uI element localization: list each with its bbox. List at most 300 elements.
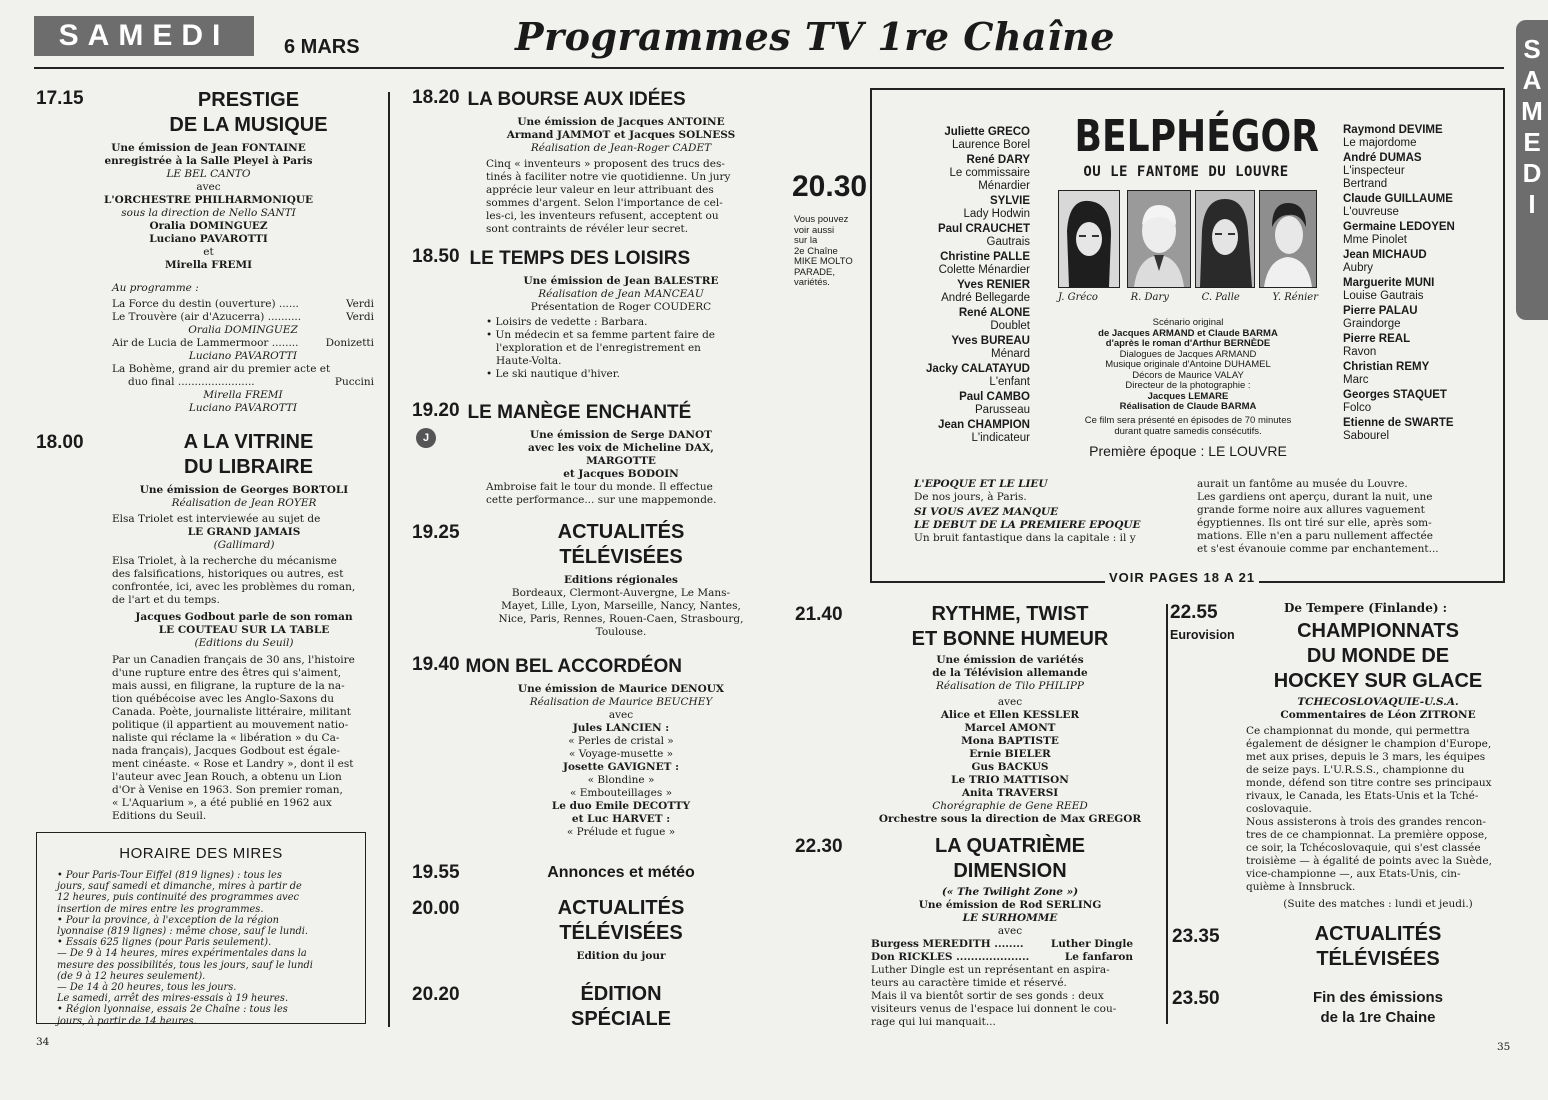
program-title-line: DE LA MUSIQUE [169,114,328,136]
program-title-line: HOCKEY SUR GLACE [1273,670,1483,692]
side-tab [1516,20,1548,320]
cast-entry: Don RICKLES .................... [871,951,1030,963]
body-text: « L'Aquarium », a été publié en 1962 aux [112,797,332,809]
body-text: Cinq « inventeurs » proposent des trucs des- [486,158,725,170]
credit-line: Orchestre sous la direction de Max GREGOR [878,813,1142,825]
body-text: • Loisirs de vedette : Barbara. [486,316,648,328]
program-1800 [36,430,381,823]
page-title: Programmes TV 1re Chaîne [515,14,1115,59]
actor-name: Raymond DEVIME [1343,124,1443,136]
composer: Verdi [346,298,374,310]
episode-note-line: durant quatre samedis consécutifs. [1114,425,1262,437]
actor-name: René DARY [966,154,1030,166]
side-tab-letter: S [1523,34,1541,64]
program-2230 [795,834,1155,1029]
program-time: 19.55 [412,862,460,883]
credit-line: Une émission de Jacques ANTOINE [517,116,725,128]
program-1925 [412,520,756,639]
body-text: Elsa Triolet, à la recherche du mécanisme [112,555,337,567]
body-text: de l'art et du temps. [112,594,220,606]
role-name: Ménardier [978,180,1030,192]
program-title [1244,988,1512,1028]
photo-renier [1259,190,1317,288]
body-text: teurs au caractère timide et réservé. [871,977,1067,989]
role-name: L'ouvreuse [1343,206,1399,218]
role-name: Laurence Borel [952,139,1030,151]
body-text: naliste qui réclame la « libération » du Ca- [112,732,340,744]
mires-line: • Pour Paris-Tour Eiffel (819 lignes) : tous les [57,870,282,881]
body-text: ment cinéaste. « Rose et Landry », dont il est [112,758,354,770]
program-item: Le Trouvère (air d'Azucerra) .......... [112,311,302,323]
role-name: Louise Gautrais [1343,290,1424,302]
jeunesse-badge-icon: J [416,428,436,448]
program-1920 [412,400,756,507]
program-title [1244,922,1512,972]
actor-name: Germaine LEDOYEN [1343,221,1455,233]
credit-line: avec [997,696,1023,708]
song: « Prélude et fugue » [566,826,676,838]
role-name: Sabourel [1343,430,1390,442]
program-title [116,88,381,138]
actor-name: Yves RENIER [957,279,1030,291]
credit-line: L'ORCHESTRE PHILHARMONIQUE [103,194,314,206]
body-text: Bordeaux, Clermont-Auvergne, Le Mans- [511,587,731,599]
program-1820 [412,87,756,236]
credit-line: Réalisation de Claude BARMA [1119,401,1257,412]
body-text: Mais il va bientôt sortir de ses gonds : deux [871,990,1104,1002]
body-text: Toulouse. [595,626,647,638]
role-name: Graindorge [1343,318,1401,330]
role-name: Marc [1343,374,1369,386]
credit-line: Réalisation de Jean MANCEAU [538,288,704,300]
photo-caption: C. Palle [1201,292,1240,303]
mires-line: 12 heures, puis continuité des programmes avec [57,892,299,904]
mires-line: (de 9 à 12 heures seulement). [57,970,206,982]
performer: Jules LANCIEN : [572,722,670,734]
program-item: La Force du destin (ouverture) ...... [112,298,299,310]
mires-line: jours, à partir de 14 heures. [57,1015,197,1027]
credit-line: Réalisation de Tilo PHILIPP [935,680,1084,692]
program-time: 19.20 [412,400,460,421]
composer: Verdi [346,311,374,323]
body-text: Luther Dingle est un représentant en aspira- [871,964,1110,976]
credit-line: Editions régionales [564,574,678,586]
publisher: (Editions du Seuil) [194,637,294,649]
program-time: 20.20 [412,984,460,1005]
program-title-line: DU LIBRAIRE [184,456,313,478]
program-time: 18.50 [412,246,460,267]
credit-line: Réalisation de Jean-Roger CADET [530,142,712,154]
program-2000 [412,896,756,963]
body-text: égyptiennes. Ils ont tiré sur elle, après som- [1197,517,1432,529]
program-title [865,602,1155,652]
role-name: Bertrand [1343,178,1388,190]
role-name: Le fanfaron [1064,951,1133,963]
program-pretitle: De Tempere (Finlande) : [1284,601,1448,615]
program-2350 [1172,988,1512,1028]
performer: Ernie BIELER [969,748,1051,760]
body-text: visiteurs venus de l'espace lui donnent le cou- [871,1003,1117,1015]
actor-name: Georges STAQUET [1343,389,1447,401]
program-title [1246,619,1510,694]
program-time: 17.15 [36,88,84,109]
voir-pages-label: VOIR PAGES 18 A 21 [1105,570,1259,585]
credit-line: Une émission de Serge DANOT [530,429,712,441]
actor-name: Christine PALLE [940,251,1030,263]
program-item: La Bohème, grand air du premier acte et [112,363,331,375]
role-name: L'enfant [989,376,1030,388]
belphegor-text-left [914,478,1186,545]
credit-line: et [203,246,214,258]
mires-line: mesure des possibilités, tous les jours, sauf le lundi [57,959,313,971]
composer: Puccini [334,376,374,388]
credit-line: Directeur de la photographie : [1125,380,1251,391]
section-heading: L'EPOQUE ET LE LIEU [914,478,1048,490]
body-text: Canada. Poète, journaliste littéraire, militant [112,706,351,718]
portrait-image [1128,191,1190,287]
program-item: duo final ....................... [128,376,255,388]
program-title [116,430,381,480]
performer: Luciano PAVAROTTI [188,402,298,414]
mires-line: insertion de mires entre les programmes. [57,903,264,915]
body-text: Par un Canadien français de 30 ans, l'histoire [112,654,355,666]
page-number-left: 34 [36,1036,50,1048]
mires-title: HORAIRE DES MIRES [119,845,283,862]
credit-line: Edition du jour [576,950,666,962]
section-heading: SI VOUS AVEZ MANQUE [914,506,1059,518]
body-text: vice-championne —, aux Etats-Unis, cin- [1246,868,1461,880]
body-text: également de désigner le champion d'Europe, [1246,738,1492,750]
credit-line: Chorégraphie de Gene REED [932,800,1088,812]
side-tab-letter: E [1523,127,1541,157]
film-subtitle: OU LE FANTOME DU LOUVRE [1083,164,1289,180]
credit-line: et Jacques BODOIN [563,468,679,480]
body-text: Les gardiens ont aperçu, durant la nuit, une [1197,491,1433,503]
performer: Luciano PAVAROTTI [188,350,298,362]
role-name: Folco [1343,402,1372,414]
actor-name: Christian REMY [1343,361,1430,373]
body-text: politique (il appartient au mouvement natio- [112,719,349,731]
program-title [486,520,756,570]
side-note-line: MIKE MOLTO [794,256,853,267]
body-text: de seize pays. L'U.R.S.S., championne du [1246,764,1465,776]
role-name: Ménard [991,348,1030,360]
credit-line: Une émission de variétés [936,654,1084,666]
body-text: Elsa Triolet est interviewée au sujet de [112,513,321,525]
portrait-image [1260,191,1316,287]
song: « Blondine » [587,774,655,786]
role-name: L'inspecteur [1343,165,1405,177]
program-1955 [412,862,756,884]
credit-line: Une émission de Jean BALESTRE [523,275,719,287]
credit-line: Commentaires de Léon ZITRONE [1280,709,1476,721]
photo-caption: J. Gréco [1058,292,1098,303]
photo-dary [1127,190,1191,288]
book-title: LE GRAND JAMAIS [187,526,301,538]
cast-entry: Burgess MEREDITH ........ [871,938,1024,950]
credit-line: de la Télévision allemande [932,667,1088,679]
credit-line: avec les voix de Micheline DAX, [528,442,714,454]
song: « Embouteillages » [569,787,673,799]
credit-line: de Jacques ARMAND et Claude BARMA [1098,327,1278,339]
program-title [865,834,1155,884]
credit-line: Une émission de Maurice DENOUX [517,683,725,695]
body-text: tion québécoise avec les Anglo-Saxons du [112,693,335,705]
role-name: Colette Ménardier [938,264,1030,276]
program-2020 [412,982,756,1032]
program-title-line: DIMENSION [953,860,1067,882]
mires-line: • Région lyonnaise, essais 2e Chaîne : tous les [57,1004,288,1016]
photo-caption: Y. Rénier [1272,292,1318,303]
actor-name: Yves BUREAU [951,335,1030,347]
program-title-line: SPÉCIALE [570,1008,672,1030]
belphegor-text-right [1197,478,1467,556]
program-title-line: DU MONDE DE [1306,645,1450,667]
program-title: Annonces et météo [547,864,695,881]
actor-name: Etienne de SWARTE [1343,417,1454,429]
body-text: ce soir, la Tchécoslovaquie, qui s'est classée [1246,842,1481,854]
credit-line: avec [608,709,634,721]
program-title-line: ACTUALITÉS [557,521,685,543]
section-heading: LE DEBUT DE LA PREMIERE EPOQUE [914,519,1141,531]
body-text: les-ci, les inventeurs refusent, acceptent ou [486,210,719,222]
actor-name: Jean MICHAUD [1343,249,1427,261]
body-text: cette performance... sur une mappemonde. [486,494,717,506]
program-1940 [412,654,756,839]
portrait-image [1196,191,1254,287]
side-tab-letter: I [1528,189,1536,219]
body-text: apprécie leur valeur en leur attribuant des [486,184,714,196]
program-title-line: ET BONNE HUMEUR [911,628,1109,650]
role-name: Ravon [1343,346,1377,358]
role-name: L'indicateur [971,432,1030,444]
program-title-line: A LA VITRINE [183,431,314,453]
actor-name: Juliette GRECO [944,126,1030,138]
program-title-line: ACTUALITÉS [557,897,685,919]
performer: Le duo Emile DECOTTY [551,800,691,812]
program-time: 23.50 [1172,988,1220,1009]
body-text: Mayet, Lille, Lyon, Marseille, Nancy, Nantes, [501,600,741,612]
actor-name: SYLVIE [989,195,1030,207]
book-title: LE COUTEAU SUR LA TABLE [158,624,330,636]
credit-line: MARGOTTE [586,455,656,467]
performer: Gus BACKUS [971,761,1049,773]
actor-name: Jean CHAMPION [937,419,1030,431]
program-2335 [1172,922,1512,972]
role-name: Aubry [1343,262,1374,274]
credit-line: Décors de Maurice VALAY [1132,369,1244,381]
photo-caption: R. Dary [1130,292,1169,303]
episode-title: LE SURHOMME [962,912,1058,924]
program-title-line: RYTHME, TWIST [931,603,1089,625]
program-item: Air de Lucia de Lammermoor ........ [112,337,299,349]
body-text: l'auteur avec Jean Rouch, a obtenu un Lion [112,771,342,783]
mires-box [36,832,366,1027]
side-tab-letter: A [1522,65,1542,95]
cast-left [918,126,1030,447]
program-title: LE MANÈGE ENCHANTÉ [467,402,692,423]
photo-palle [1195,190,1255,288]
body-text: d'une rupture entre des êtres qui s'aiment, [112,667,342,679]
program-time: 22.55 [1170,602,1218,623]
program-title-line: LA QUATRIÈME [935,835,1085,857]
program-time: 20.30 [792,170,868,203]
program-time: 18.00 [36,432,84,453]
program-2140 [795,602,1155,826]
credit-line: Réalisation de Maurice BEUCHEY [529,696,713,708]
performer: Marcel AMONT [964,722,1056,734]
credit-line: Une émission de Rod SERLING [918,899,1102,911]
side-tab-letter: M [1521,96,1543,126]
body-text: Nous assisterons à trois des grandes rencon- [1246,816,1486,828]
performer: Mona BAPTISTE [961,735,1059,747]
role-name: André Bellegarde [941,292,1030,304]
episode-note-line: Ce film sera présenté en épisodes de 70 minutes [1084,415,1292,426]
program-subtitle: Eurovision [1170,628,1235,642]
performer: Alice et Ellen KESSLER [940,709,1080,721]
credit-line: sous la direction de Nello SANTI [121,207,296,219]
actor-name: Paul CAMBO [959,391,1030,403]
program-1715 [36,88,381,415]
composer: Donizetti [325,337,374,349]
actor-name: Pierre REAL [1343,333,1411,345]
credit-line: Musique originale d'Antoine DUHAMEL [1105,359,1271,370]
role-name: Mme Pinolet [1343,234,1407,246]
credit-line: Oralia DOMINGUEZ [149,220,268,232]
side-tab-letter: D [1522,158,1542,188]
credit-line: Armand JAMMOT et Jacques SOLNESS [506,129,736,141]
column-rule [388,92,390,1027]
program-title-line: ÉDITION [580,983,662,1005]
body-text: Haute-Volta. [496,355,562,367]
credit-line: Une émission de Georges BORTOLI [139,484,349,496]
credit-line: LE BEL CANTO [166,168,251,180]
credit-line: enregistrée à la Salle Pleyel à Paris [104,155,313,167]
song: « Perles de cristal » [568,735,674,747]
epoque-label: Première époque : LE LOUVRE [1089,443,1287,459]
mires-line: — De 9 à 14 heures, mires expérimentales dans la [57,948,307,960]
credit-line: avec [196,181,221,193]
body-text: l'exploration et de l'enregistrement en [496,342,701,354]
side-note [794,215,854,289]
program-title-line: TÉLÉVISÉES [1316,948,1440,970]
role-name: Lady Hodwin [963,208,1030,220]
credit-line: Scénario original [1152,317,1224,328]
credit-line: Luciano PAVAROTTI [149,233,268,245]
portrait-image [1059,191,1119,287]
body-text: met aux prises, depuis le 3 mars, les équipes [1246,751,1486,763]
publisher: (Gallimard) [213,539,275,551]
actor-name: André DUMAS [1343,152,1422,164]
episode-note [1052,416,1324,437]
performer: Anita TRAVERSI [961,787,1059,799]
side-note-line: Vous pouvez [794,214,849,225]
role-name: Doublet [990,320,1030,332]
program-title-line: TÉLÉVISÉES [559,546,683,568]
cast-right [1343,124,1483,445]
program-title: LE TEMPS DES LOISIRS [469,248,691,269]
body-text: mais aussi, en filigrane, la rupture de la na- [112,680,345,692]
mires-line: jours, sauf samedi et dimanche, mires à partir de [57,881,302,893]
program-time: 23.35 [1172,926,1220,947]
program-time: 20.00 [412,898,460,919]
day-banner: SAMEDI [34,16,254,56]
role-name: Le majordome [1343,137,1417,149]
body-text: nada français), Jacques Godbout est égale- [112,745,340,757]
program-time: 19.25 [412,522,460,543]
date-label: 6 MARS [284,36,360,58]
side-note-line: PARADE, [794,266,836,278]
performer: Le TRIO MATTISON [951,774,1069,786]
credit-line: Présentation de Roger COUDERC [530,301,712,313]
credit-line: Jacques LEMARE [1147,390,1229,402]
body-text: aurait un fantôme au musée du Louvre. [1197,478,1408,490]
body-text: tres de ce championnat. La première oppose, [1246,829,1488,841]
body-text: De nos jours, à Paris. [914,491,1027,503]
program-2255 [1170,602,1510,911]
page-number-right: 35 [1497,1041,1511,1053]
body-text: coslovaquie. [1246,803,1312,815]
role-name: Luther Dingle [1050,938,1133,950]
body-text: • Le ski nautique d'hiver. [486,368,620,380]
performer: Mirella FREMI [203,389,283,401]
body-text: monde, défend son titre contre ses principaux [1246,777,1492,789]
side-note-line: sur la [794,235,818,246]
program-title-line: ACTUALITÉS [1314,923,1442,945]
body-text: et s'est évanouie comme par enchantement... [1197,543,1439,555]
body-text: sont contraints de révéler leur secret. [486,223,689,235]
credit-line: avec [997,925,1023,937]
body-text: tinés à faciliter notre vie quotidienne. Un jury [486,171,731,183]
header-rule [34,67,1504,69]
performer: Josette GAVIGNET : [563,761,679,773]
role-name: Gautrais [986,236,1030,248]
body-text: grande forme noire aux allures vaguement [1197,504,1425,516]
body-text: quième à Innsbruck. [1246,881,1356,893]
program-time: 21.40 [795,604,843,625]
body-text: Ce championnat du monde, qui permettra [1246,725,1470,737]
program-time: 18.20 [412,87,460,108]
program-title-line: TÉLÉVISÉES [559,922,683,944]
credit-line: Mirella FREMI [165,259,252,271]
program-time: 19.40 [412,654,460,675]
side-note-line: 2e Chaîne [794,245,838,257]
body-text: • Un médecin et sa femme partent faire de [486,329,716,341]
role-name: Le commissaire [949,167,1030,179]
side-note-line: variétés. [794,277,830,288]
body-text: confrontée, ici, avec les problèmes du roman, [112,581,356,593]
mires-line: • Essais 625 lignes (pour Paris seulement). [57,937,272,949]
actor-name: Claude GUILLAUME [1343,193,1453,205]
program-list-heading: Au programme : [112,282,199,294]
body-text: rage qui lui manquait... [871,1016,996,1028]
photo-greco [1058,190,1120,288]
actor-name: Jacky CALATAYUD [926,363,1030,375]
credit-line: d'après le roman d'Arthur BERNÈDE [1105,338,1271,349]
film-title: BELPHÉGOR [1074,111,1319,162]
actor-name: Pierre PALAU [1343,305,1418,317]
program-title: MON BEL ACCORDÉON [465,656,682,677]
body-text: Jacques Godbout parle de son roman [135,611,353,623]
performer: Oralia DOMINGUEZ [188,324,298,336]
program-time: 22.30 [795,836,843,857]
body-text: Un bruit fantastique dans la capitale : il y [914,532,1136,544]
body-text: Nice, Paris, Rennes, Rouen-Caen, Strasbourg, [498,613,744,625]
credit-line: Réalisation de Jean ROYER [171,497,317,509]
body-text: rivaux, le Canada, les Etats-Unis et la Tché- [1246,790,1479,802]
body-text: sommes d'argent. Selon l'importance de cel- [486,197,723,209]
program-1850 [412,246,756,381]
